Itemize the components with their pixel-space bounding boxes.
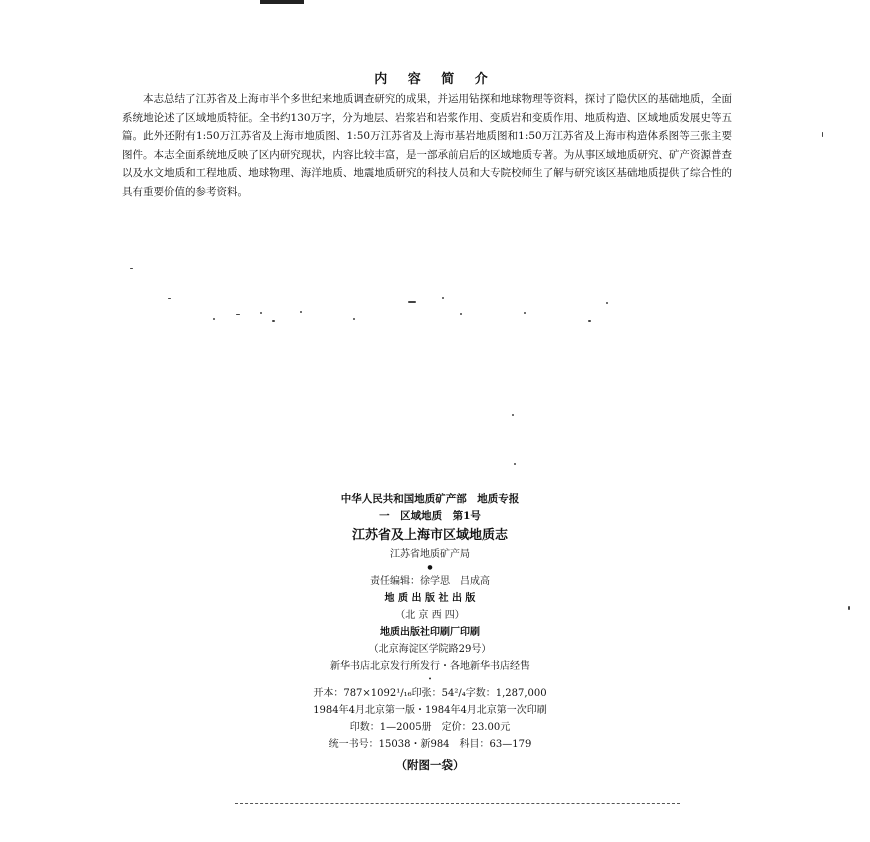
scan-speck	[512, 414, 514, 416]
attachment-note: （附图一袋）	[395, 758, 465, 772]
printer-address: （北京海淀区学院路29号）	[368, 644, 492, 655]
editors-line: 责任编辑：徐学思 吕成高	[370, 576, 490, 587]
print-run-line: 印数：1—2005册 定价：23.00元	[349, 722, 511, 733]
scan-speck	[213, 318, 215, 320]
series-line: 中华人民共和国地质矿产部 地质专报	[340, 493, 520, 505]
intro-title: 内 容 简 介	[374, 72, 496, 87]
book-number-line: 统一书号：15038・新984 科目：63—179	[328, 739, 532, 750]
format-line: 开本：787×1092¹/₁₆印张：54²/₄字数：1,287,000	[313, 688, 547, 699]
separator-dot: ●	[427, 564, 433, 571]
colophon	[240, 491, 620, 774]
printer-line: 地质出版社印刷厂印刷	[380, 627, 480, 638]
scan-speck	[848, 606, 850, 610]
scan-speck	[606, 302, 608, 304]
book-title: 江苏省及上海市区域地质志	[351, 528, 508, 543]
scan-speck	[130, 268, 133, 269]
top-scan-mark	[260, 0, 304, 4]
scan-speck	[408, 301, 416, 303]
publisher-line: 地 质 出 版 社 出 版	[384, 593, 476, 604]
publisher-address: （北 京 西 四）	[395, 610, 465, 621]
scan-speck	[514, 463, 516, 465]
scan-speck	[168, 298, 171, 299]
scan-speck	[524, 312, 526, 314]
separator-dot: •	[428, 676, 432, 683]
scan-speck	[300, 311, 302, 313]
scan-speck	[236, 314, 240, 315]
scan-speck	[460, 313, 462, 315]
intro-body	[122, 90, 732, 201]
scan-speck	[272, 320, 275, 322]
scan-speck	[442, 297, 444, 299]
author-line: 江苏省地质矿产局	[390, 549, 470, 560]
scan-speck	[353, 318, 355, 320]
scan-speck	[260, 312, 262, 314]
scan-speck	[588, 320, 591, 322]
subseries-line: 一 区域地质 第1号	[379, 510, 481, 522]
distributor-line: 新华书店北京发行所发行・各地新华书店经售	[330, 661, 530, 672]
edition-line: 1984年4月北京第一版・1984年4月北京第一次印刷	[313, 705, 547, 716]
intro-paragraph: 本志总结了江苏省及上海市半个多世纪来地质调查研究的成果，并运用钻探和地球物理等资料，探讨了隐伏区的基础地质，全面系统地论述了区域地质特征。全书约130万字，分为地层、岩浆岩和岩浆作用、变质岩和变质作用、地质构造、区域地质发展史等五篇。此外还附有1:50万江苏省及上海市地质图、1:50万江苏省及上海市基岩地质图和1:50万江苏省及上海市构造体系图等三张主要图件。本志全面系统地反映了区内研究现状，内容比较丰富，是一部承前启后的区域地质专著。为从事区域地质研究、矿产资源普查以及水文地质和工程地质、地球物理、海洋地质、地震地质研究的科技人员和大专院校师生了解与研究该区基础地质提供了综合性的具有重要价值的参考资料。	[122, 93, 732, 198]
scan-speck	[822, 132, 823, 137]
bottom-rule	[235, 803, 680, 804]
